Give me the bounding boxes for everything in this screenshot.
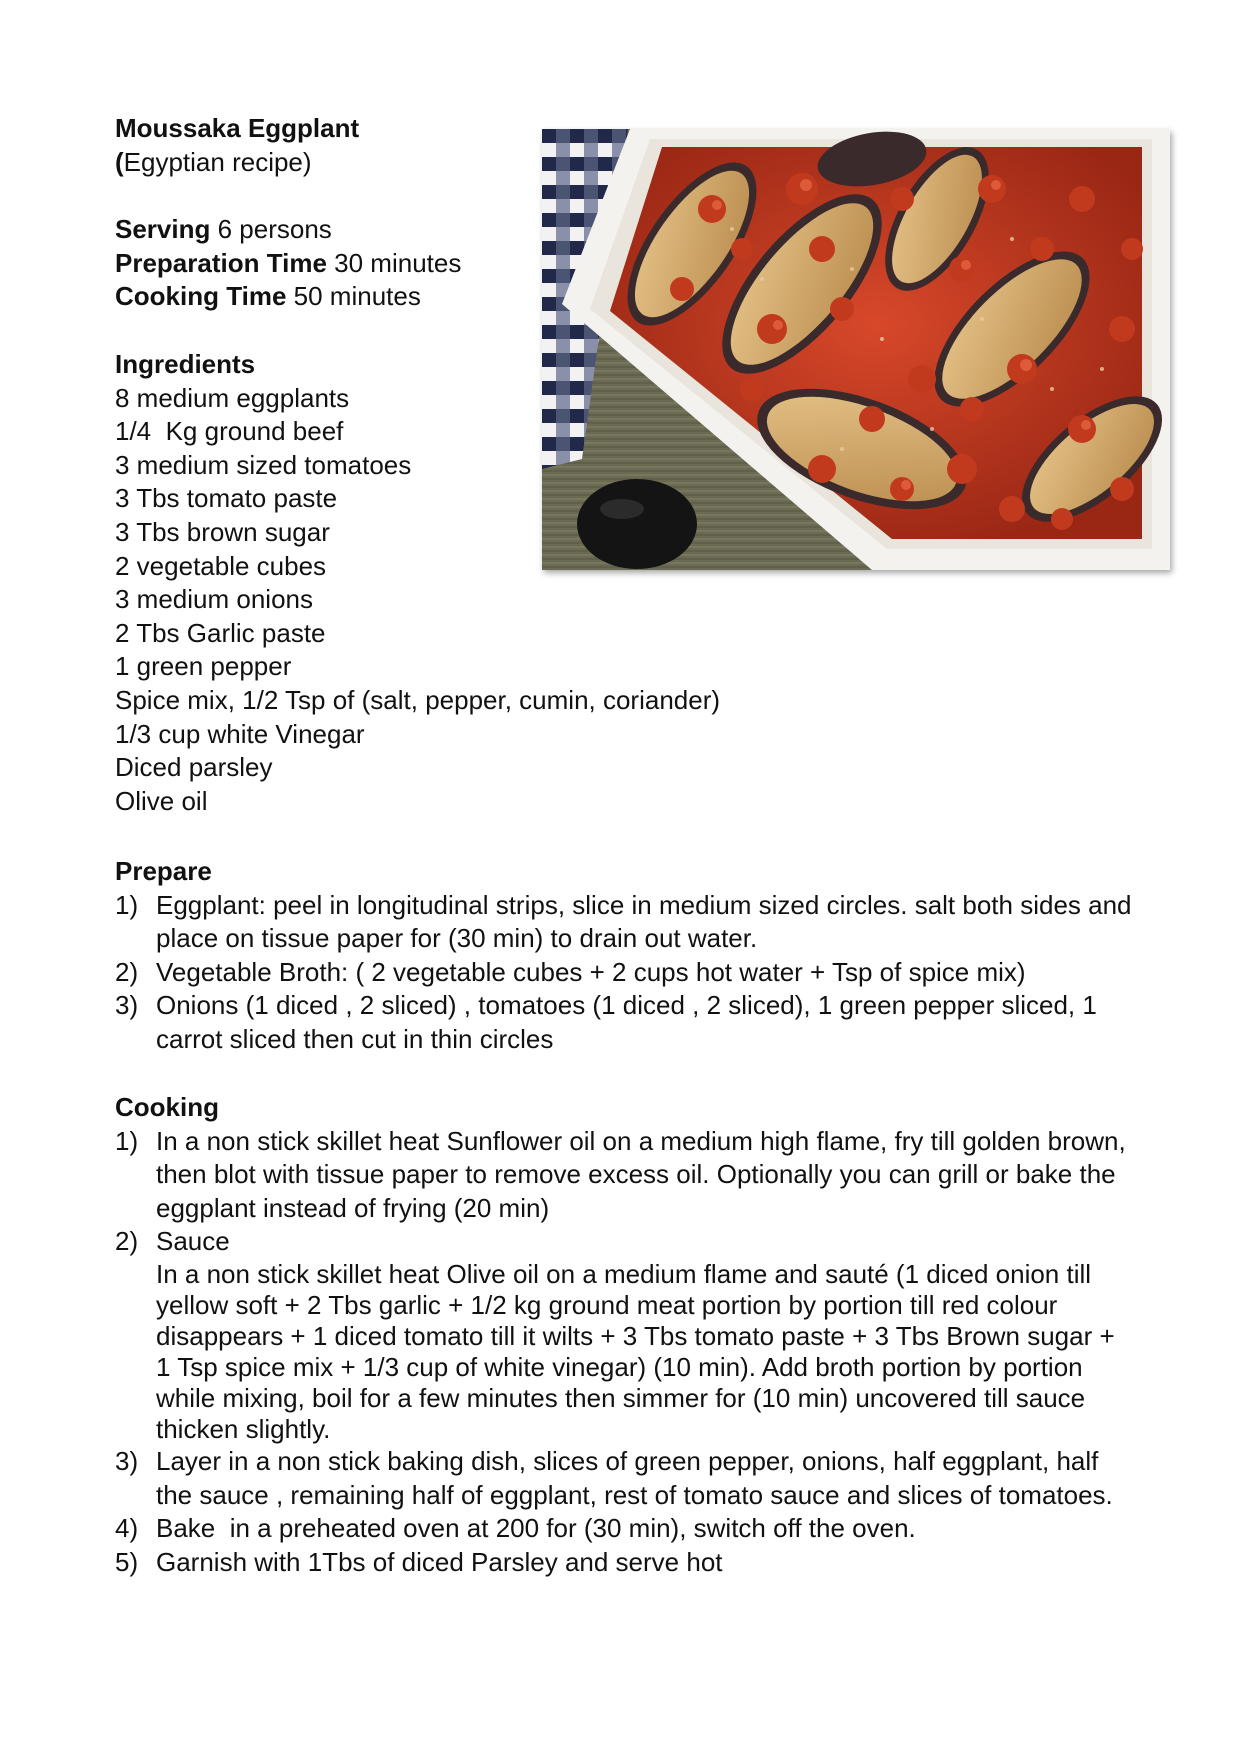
ingredient-item: 1/3 cup white Vinegar [115, 718, 365, 749]
recipe-subtitle [115, 146, 359, 180]
ingredient-item: 1/4 Kg ground beef [115, 416, 344, 447]
ingredient-item: 2 Tbs Garlic paste [115, 617, 326, 648]
ingredient-item: 1 green pepper [115, 651, 292, 682]
prepare-title: Prepare [115, 856, 212, 886]
prepare-section [115, 855, 1135, 1057]
step-text: Layer in a non stick baking dish, slices of green pepper, onions, half eggplant, half the sauce , remaining half of eggplant, rest of tomato sauce and slices of tomatoes. [156, 1445, 1113, 1510]
ingredient-item: 3 medium onions [115, 584, 313, 615]
prepare-step [115, 956, 1135, 990]
cooking-step [115, 1546, 1135, 1580]
recipe-header [115, 112, 359, 179]
ingredient-item: Diced parsley [115, 752, 273, 783]
serving-label: Serving [115, 214, 211, 244]
step-number: 4) [115, 1513, 139, 1544]
spoon-icon [577, 479, 697, 569]
dish-illustration [542, 129, 1170, 570]
cooking-step [115, 1445, 1135, 1512]
recipe-meta [115, 213, 461, 314]
step-number: 2) [115, 956, 139, 987]
cooking-step [115, 1225, 1135, 1445]
step-text: Eggplant: peel in longitudinal strips, slice in medium sized circles. salt both sides and place on tissue paper for (30 min) to drain out water. [156, 889, 1132, 954]
ingredient-item: 3 Tbs brown sugar [115, 516, 330, 547]
prep-time-value: 30 minutes [326, 247, 462, 278]
sauce-instructions: In a non stick skillet heat Olive oil on a medium flame and sauté (1 diced onion till yellow soft + 2 Tbs garlic + 1/2 kg ground meat portion by portion till red colour disappears + 1 diced tomato till it wilts + 3 Tbs tomato paste + 3 Tbs Brown sugar + 1 Tsp spice mix + 1/3 cup of white vinegar) (10 min). Add broth portion by portion while mixing, boil for a few minutes then simmer for (10 min) uncovered till sauce thicken slightly. [156, 1258, 1115, 1444]
cooking-title: Cooking [115, 1092, 219, 1122]
cooking-steps [115, 1125, 1135, 1580]
ingredient-item: 2 vegetable cubes [115, 550, 327, 581]
recipe-title: Moussaka Eggplant [115, 113, 360, 143]
ingredient-item: 3 medium sized tomatoes [115, 449, 412, 480]
subtitle-text: Egyptian recipe) [123, 146, 312, 177]
moussaka-dish-photo [542, 129, 1170, 570]
prep-time-label: Preparation Time [115, 247, 327, 278]
serving-value: 6 persons [210, 214, 332, 244]
step-number: 3) [115, 990, 139, 1021]
ingredient-item: 8 medium eggplants [115, 382, 350, 413]
serving-line [115, 213, 461, 247]
prepare-step [115, 889, 1135, 956]
cooking-step [115, 1125, 1135, 1226]
prepare-steps [115, 889, 1135, 1057]
step-text: Vegetable Broth: ( 2 vegetable cubes + 2 cups hot water + Tsp of spice mix) [156, 956, 1026, 987]
step-number: 5) [115, 1546, 139, 1577]
cooking-step [115, 1512, 1135, 1546]
step-text: Onions (1 diced , 2 sliced) , tomatoes (1 diced , 2 sliced), 1 green pepper sliced, 1 carrot sliced then cut in thin circles [156, 990, 1097, 1054]
step-number: 1) [115, 889, 139, 920]
cooking-section [115, 1091, 1135, 1579]
cook-time-line [115, 280, 461, 314]
ingredient-item: 3 Tbs tomato paste [115, 483, 338, 514]
cook-time-label: Cooking Time [115, 281, 287, 312]
prep-time-line [115, 247, 461, 281]
step-number: 3) [115, 1445, 139, 1476]
step-number: 1) [115, 1125, 139, 1156]
step-text: Garnish with 1Tbs of diced Parsley and serve hot [156, 1546, 723, 1577]
cook-time-value: 50 minutes [286, 281, 421, 312]
ingredients-title: Ingredients [115, 349, 256, 379]
ingredient-item: Olive oil [115, 785, 208, 816]
step-number: 2) [115, 1226, 139, 1257]
prepare-step [115, 989, 1135, 1056]
ingredient-item: Spice mix, 1/2 Tsp of (salt, pepper, cumin, coriander) [115, 684, 721, 715]
step-text: Bake in a preheated oven at 200 for (30 min), switch off the oven. [156, 1513, 916, 1544]
subtitle-open-paren: ( [115, 146, 124, 177]
step-text: In a non stick skillet heat Sunflower oil on a medium high flame, fry till golden brown, then blot with tissue paper to remove excess oil. Optionally you can grill or bake the eggplant instead of frying (20 min) [156, 1125, 1126, 1223]
step-text: Sauce [156, 1226, 230, 1257]
